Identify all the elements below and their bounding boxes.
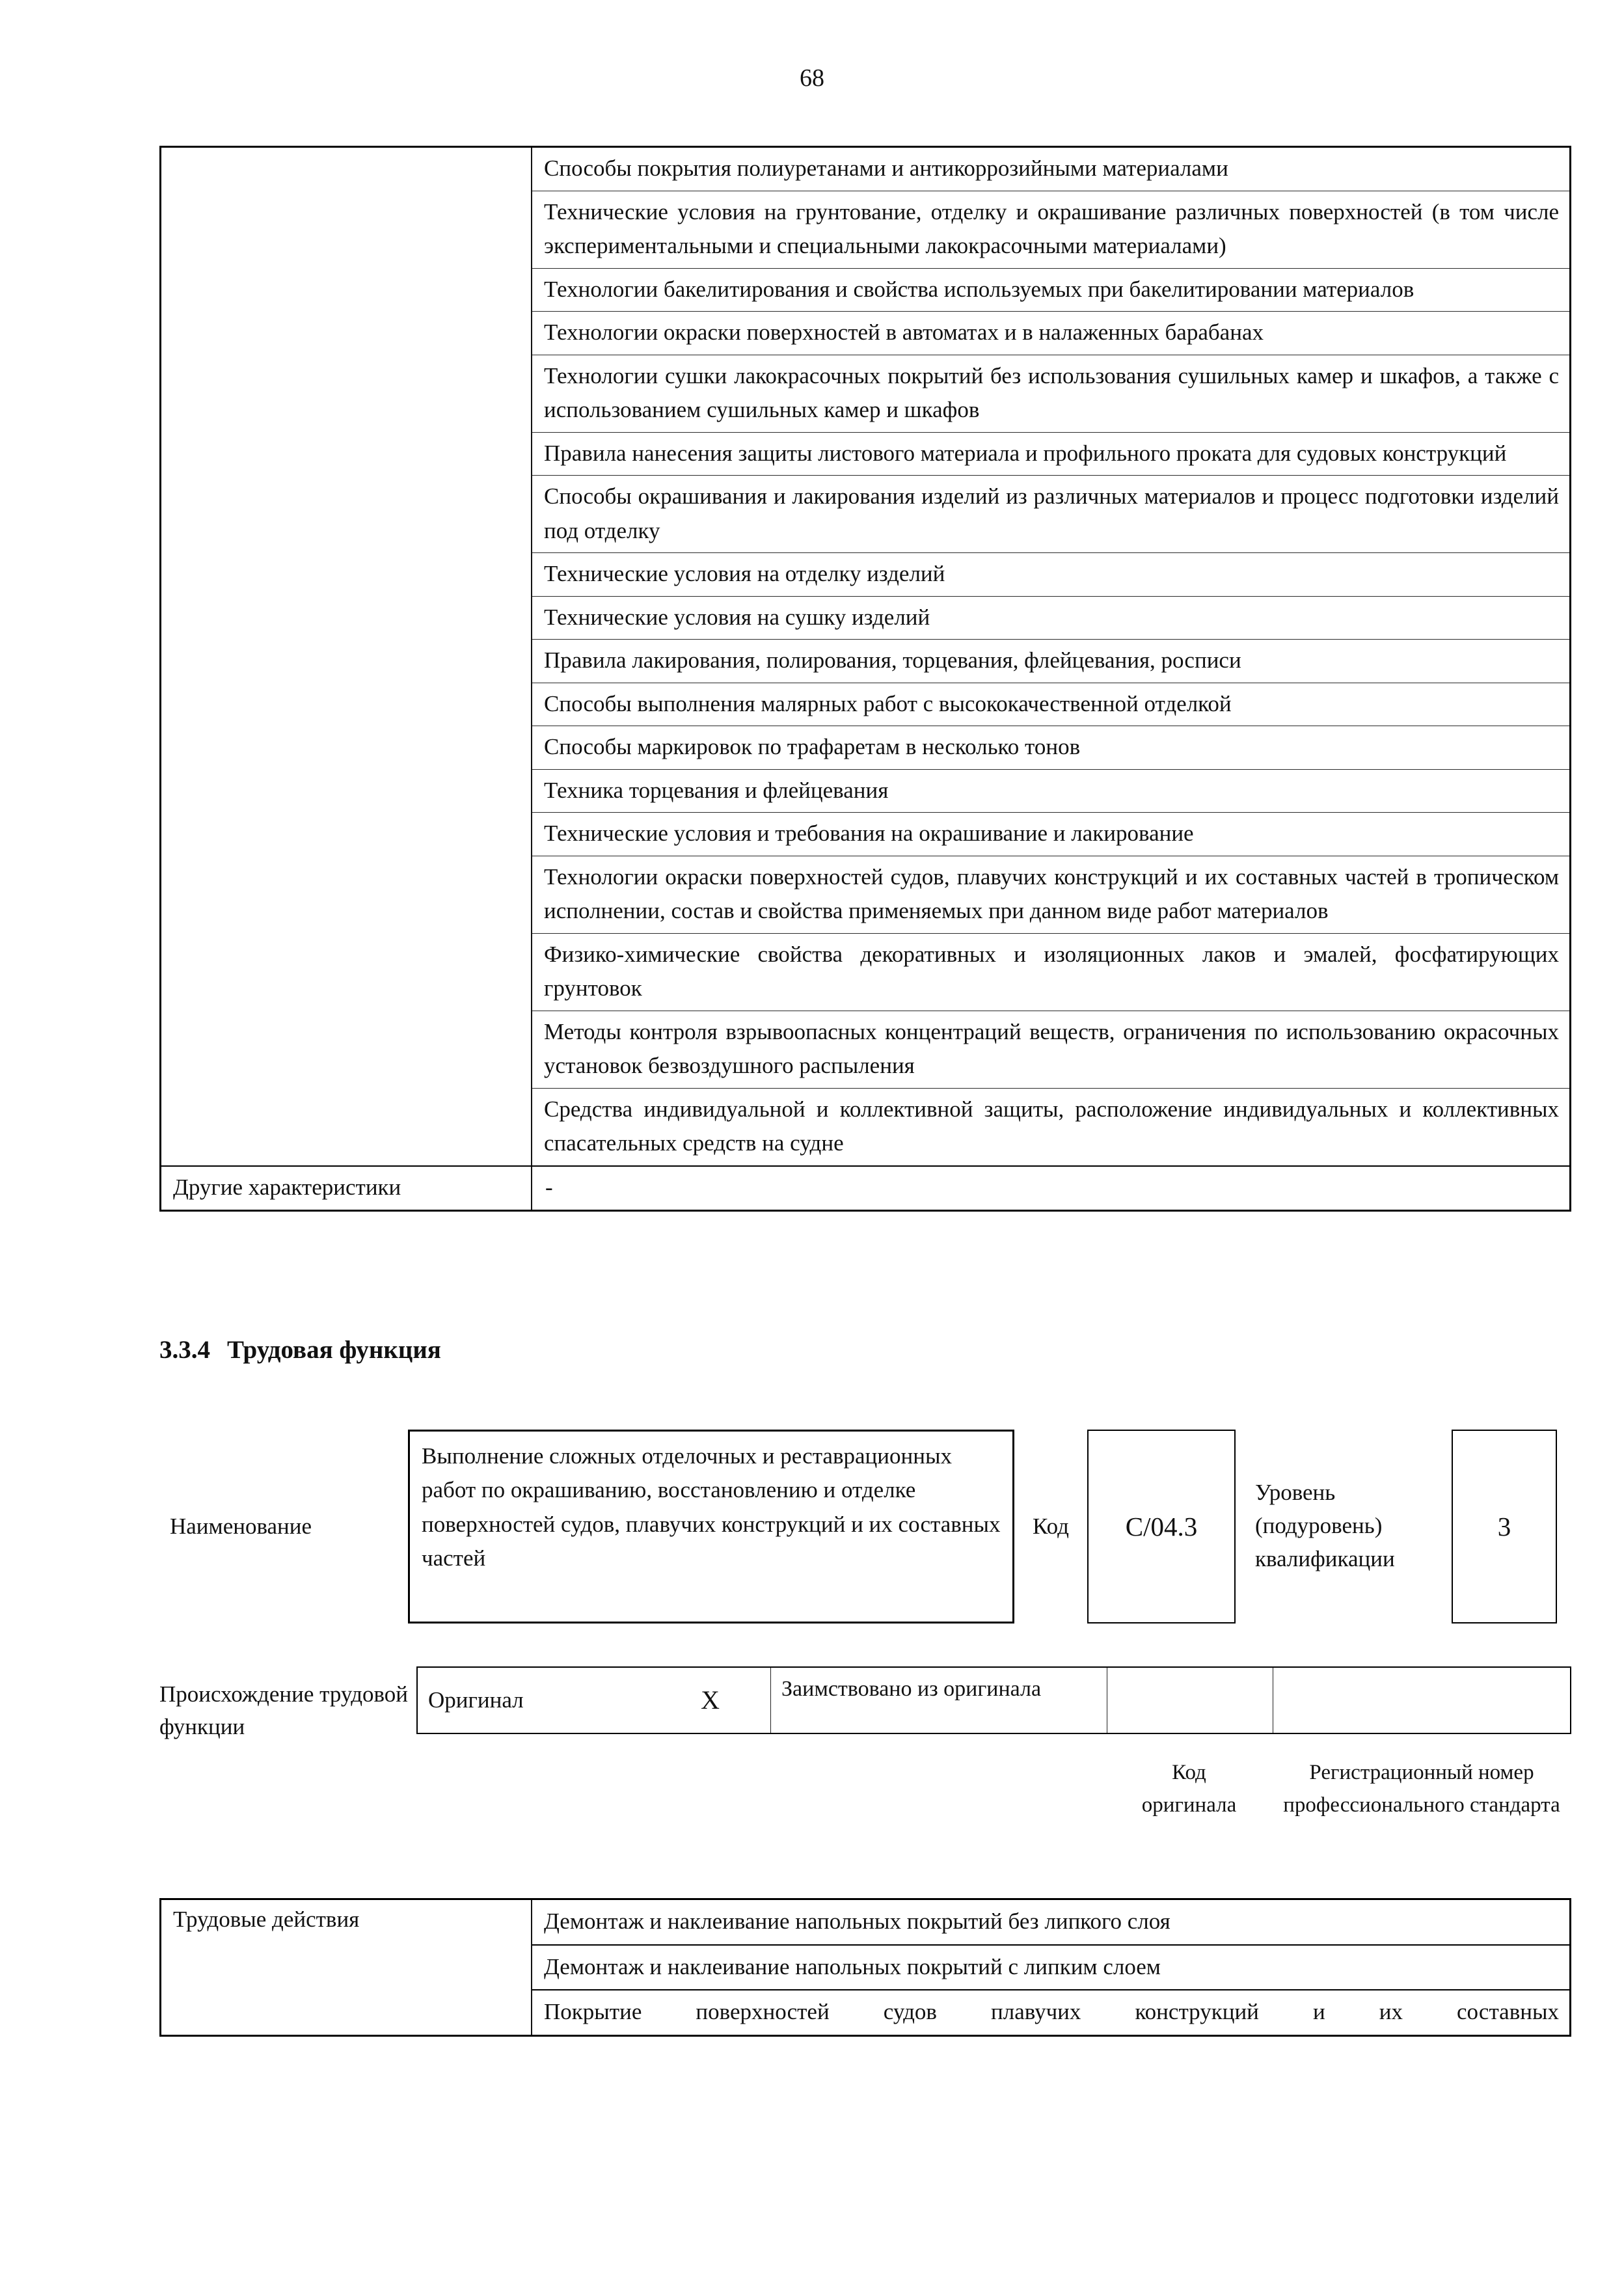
level-label: Уровень (подуровень) квалификации bbox=[1255, 1480, 1395, 1571]
table-row: Средства индивидуальной и коллективной защиты, расположение индивидуальных и коллективных спасательных средств на судне bbox=[544, 1096, 1559, 1156]
code-label: Код bbox=[1033, 1513, 1069, 1539]
table-row: Правила лакирования, полирования, торцевания, флейцевания, росписи bbox=[532, 640, 1569, 683]
actions-label: Трудовые действия bbox=[161, 1900, 532, 2035]
origin-table bbox=[416, 1666, 1571, 1734]
origin-regnum-cell bbox=[1273, 1668, 1570, 1733]
function-name-block bbox=[159, 1430, 1571, 1623]
caption-original-code: Код оригинала bbox=[1141, 1761, 1237, 1817]
table-row: Демонтаж и наклеивание напольных покрытий без липкого слоя bbox=[532, 1900, 1569, 1946]
table-row: Технические условия на сушку изделий bbox=[532, 597, 1569, 640]
origin-label: Происхождение трудовой функции bbox=[159, 1681, 409, 1740]
origin-captions bbox=[416, 1757, 1571, 1821]
table-row: Технологии окраски поверхностей судов, плавучих конструкций и их составных частей в тропическом исполнении, состав и свойства применяемых при данном виде работ материалов bbox=[532, 856, 1569, 934]
actions-table bbox=[159, 1898, 1571, 2037]
name-label: Наименование bbox=[170, 1513, 312, 1539]
table-row: Технологии сушки лакокрасочных покрытий без использования сушильных камер и шкафов, а также с использованием сушильных камер и шкафов bbox=[532, 355, 1569, 433]
table-row: Физико-химические свойства декоративных и изоляционных лаков и эмалей, фосфатирующих грунтовок bbox=[532, 934, 1569, 1011]
table-row: Технологии бакелитирования и свойства используемых при бакелитировании материалов bbox=[532, 269, 1569, 312]
knowledge-table-body bbox=[161, 148, 1569, 1165]
table-row: Технические условия на отделку изделий bbox=[532, 553, 1569, 597]
other-characteristics-row bbox=[161, 1165, 1569, 1210]
original-label: Оригинал bbox=[428, 1687, 524, 1713]
knowledge-rows bbox=[532, 148, 1569, 1165]
page-content bbox=[159, 146, 1571, 2037]
function-name-box: Выполнение сложных отделочных и реставрационных работ по окрашиванию, восстановлению и отделке поверхностей судов, плавучих конструкций и их составных частей bbox=[408, 1430, 1014, 1623]
table-row: Способы покрытия полиуретанами и антикоррозийными материалами bbox=[532, 148, 1569, 191]
other-characteristics-value: - bbox=[545, 1174, 553, 1200]
function-code-box: С/04.3 bbox=[1087, 1430, 1236, 1623]
table-row: Технологии окраски поверхностей в автоматах и в налаженных барабанах bbox=[532, 312, 1569, 355]
table-row: Технические условия на грунтование, отделку и окрашивание различных поверхностей (в том числе экспериментальными и специальными лакокрасочными материалами) bbox=[532, 191, 1569, 269]
table-row: Правила нанесения защиты листового материала и профильного проката для судовых конструкций bbox=[532, 433, 1569, 476]
table-row: Покрытие поверхностей судов плавучих конструкций и их составных bbox=[544, 1999, 1559, 2024]
knowledge-table-left-cell bbox=[161, 148, 532, 1165]
section-heading bbox=[159, 1335, 1571, 1365]
section-title: Трудовая функция bbox=[227, 1335, 441, 1364]
level-value-box: 3 bbox=[1452, 1430, 1557, 1623]
caption-registration-number: Регистрационный номер профессионального стандарта bbox=[1283, 1761, 1560, 1817]
origin-code-cell bbox=[1107, 1668, 1273, 1733]
knowledge-table bbox=[159, 146, 1571, 1212]
section-number: 3.3.4 bbox=[159, 1335, 210, 1364]
table-row: Техника торцевания и флейцевания bbox=[532, 770, 1569, 813]
origin-block bbox=[159, 1666, 1571, 1745]
table-row: Демонтаж и наклеивание напольных покрытий с липким слоем bbox=[532, 1946, 1569, 1991]
table-row: Способы выполнения малярных работ с высококачественной отделкой bbox=[532, 683, 1569, 727]
table-row: Технические условия и требования на окрашивание и лакирование bbox=[532, 813, 1569, 856]
origin-borrowed-cell: Заимствовано из оригинала bbox=[771, 1668, 1107, 1733]
other-characteristics-label: Другие характеристики bbox=[161, 1167, 532, 1210]
table-row: Методы контроля взрывоопасных концентраций веществ, ограничения по использованию окрасочных установок безвоздушного распыления bbox=[532, 1011, 1569, 1089]
page-number: 68 bbox=[800, 64, 824, 92]
original-mark: X bbox=[701, 1685, 720, 1715]
table-row: Способы маркировок по трафаретам в несколько тонов bbox=[532, 726, 1569, 770]
table-row: Способы окрашивания и лакирования изделий из различных материалов и процесс подготовки изделий под отделку bbox=[532, 476, 1569, 553]
origin-original-cell bbox=[418, 1668, 771, 1733]
actions-rows bbox=[532, 1900, 1569, 2035]
